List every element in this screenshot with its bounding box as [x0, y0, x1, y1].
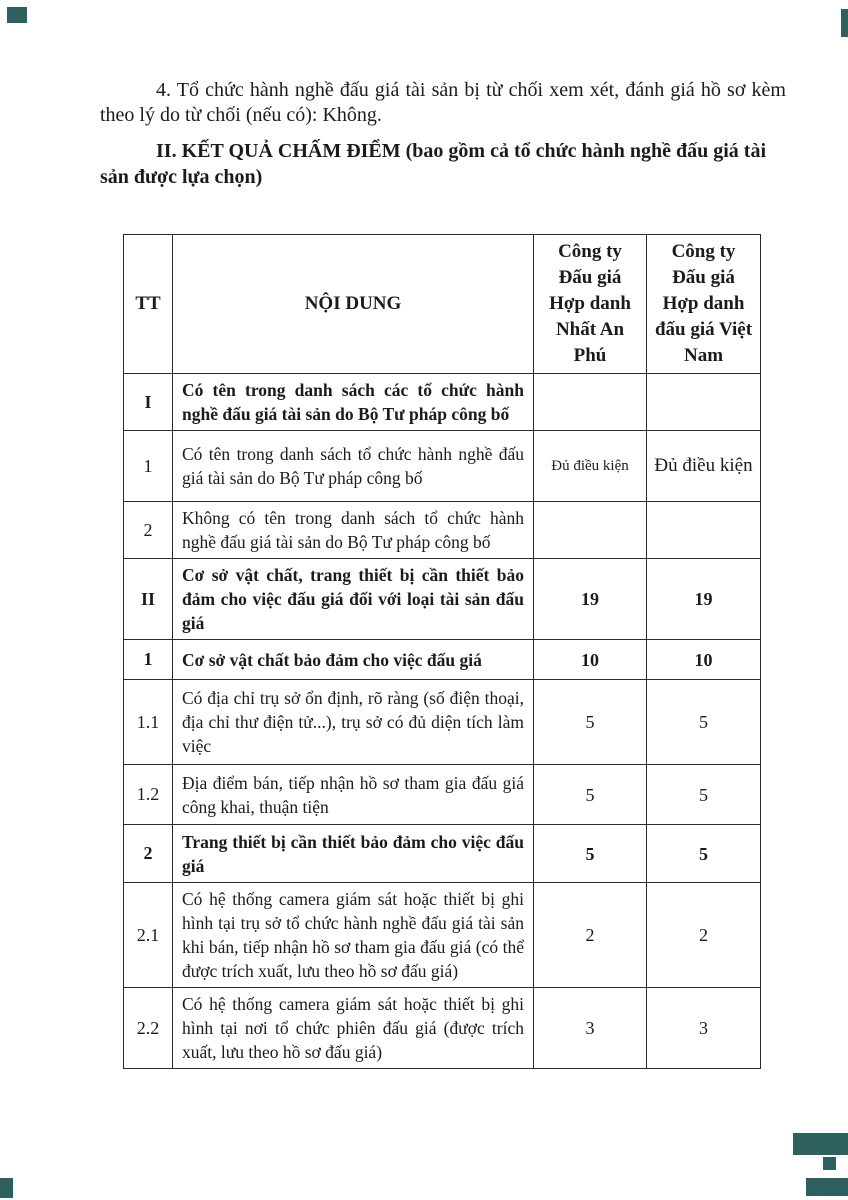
score-nhat-an-phu: 10	[534, 640, 647, 680]
col-header-viet-nam: Công ty Đấu giá Hợp danh đấu giá Việt Nam	[647, 235, 761, 374]
score-viet-nam: 5	[647, 765, 761, 825]
table-header-row	[124, 235, 761, 374]
row-content: Có địa chỉ trụ sở ổn định, rõ ràng (số điện thoại, địa chỉ thư điện tử...), trụ sở có đủ diện tích làm việc	[173, 680, 534, 765]
table-row	[124, 765, 761, 825]
row-index: I	[124, 374, 173, 431]
score-viet-nam: 19	[647, 559, 761, 640]
row-index: 2	[124, 825, 173, 883]
score-nhat-an-phu: 5	[534, 825, 647, 883]
table-row	[124, 680, 761, 765]
row-index: 1	[124, 431, 173, 502]
score-nhat-an-phu: 5	[534, 680, 647, 765]
row-content: Có hệ thống camera giám sát hoặc thiết bị ghi hình tại nơi tổ chức phiên đấu giá (được trích xuất, lưu theo hồ sơ đấu giá)	[173, 988, 534, 1069]
score-viet-nam	[647, 374, 761, 431]
row-content: Có tên trong danh sách các tổ chức hành nghề đấu giá tài sản do Bộ Tư pháp công bố	[173, 374, 534, 431]
scan-mark-top-left	[7, 7, 27, 23]
section-heading: II. KẾT QUẢ CHẤM ĐIỂM (bao gồm cả tổ chức hành nghề đấu giá tài sản được lựa chọn)	[100, 140, 767, 188]
scan-mark-bottom-right	[823, 1157, 836, 1170]
table-row	[124, 988, 761, 1069]
row-index: 2	[124, 502, 173, 559]
score-viet-nam: 5	[647, 825, 761, 883]
score-nhat-an-phu: 5	[534, 765, 647, 825]
table-row	[124, 883, 761, 988]
row-index: 2.1	[124, 883, 173, 988]
col-header-tt: TT	[124, 235, 173, 374]
row-content: Cơ sở vật chất, trang thiết bị cần thiết bảo đảm cho việc đấu giá đối với loại tài sản đấu giá	[173, 559, 534, 640]
score-nhat-an-phu: 3	[534, 988, 647, 1069]
table-row	[124, 374, 761, 431]
score-viet-nam: 2	[647, 883, 761, 988]
scan-mark-bottom-right	[806, 1178, 848, 1196]
score-viet-nam: 10	[647, 640, 761, 680]
scan-mark-top-right	[841, 9, 848, 37]
score-viet-nam: 3	[647, 988, 761, 1069]
score-nhat-an-phu	[534, 502, 647, 559]
score-viet-nam	[647, 502, 761, 559]
score-nhat-an-phu	[534, 374, 647, 431]
row-content: Có hệ thống camera giám sát hoặc thiết bị ghi hình tại trụ sở tổ chức hành nghề đấu giá tài sản khi bán, tiếp nhận hồ sơ tham gia đấu giá (có thể được trích xuất, lưu theo hồ sơ đấu giá)	[173, 883, 534, 988]
row-index: II	[124, 559, 173, 640]
row-index: 1	[124, 640, 173, 680]
col-header-noi-dung: NỘI DUNG	[173, 235, 534, 374]
row-content: Địa điểm bán, tiếp nhận hồ sơ tham gia đấu giá công khai, thuận tiện	[173, 765, 534, 825]
score-viet-nam: 5	[647, 680, 761, 765]
row-content: Cơ sở vật chất bảo đảm cho việc đấu giá	[173, 640, 534, 680]
score-nhat-an-phu: Đủ điều kiện	[534, 431, 647, 502]
table-row	[124, 559, 761, 640]
scan-mark-bottom-left	[0, 1178, 13, 1198]
row-index: 1.2	[124, 765, 173, 825]
row-content: Không có tên trong danh sách tổ chức hành nghề đấu giá tài sản do Bộ Tư pháp công bố	[173, 502, 534, 559]
score-nhat-an-phu: 19	[534, 559, 647, 640]
paragraph-item-4: 4. Tổ chức hành nghề đấu giá tài sản bị từ chối xem xét, đánh giá hồ sơ kèm theo lý do từ chối (nếu có): Không.	[100, 79, 786, 126]
row-index: 2.2	[124, 988, 173, 1069]
col-header-nhat-an-phu: Công ty Đấu giá Hợp danh Nhất An Phú	[534, 235, 647, 374]
row-index: 1.1	[124, 680, 173, 765]
row-content: Trang thiết bị cần thiết bảo đảm cho việc đấu giá	[173, 825, 534, 883]
table-row	[124, 502, 761, 559]
scoring-table	[123, 234, 761, 1069]
scan-mark-bottom-right	[793, 1133, 848, 1155]
score-nhat-an-phu: 2	[534, 883, 647, 988]
table-row	[124, 640, 761, 680]
row-content: Có tên trong danh sách tổ chức hành nghề đấu giá tài sản do Bộ Tư pháp công bố	[173, 431, 534, 502]
table-row	[124, 431, 761, 502]
score-viet-nam: Đủ điều kiện	[647, 431, 761, 502]
table-row	[124, 825, 761, 883]
